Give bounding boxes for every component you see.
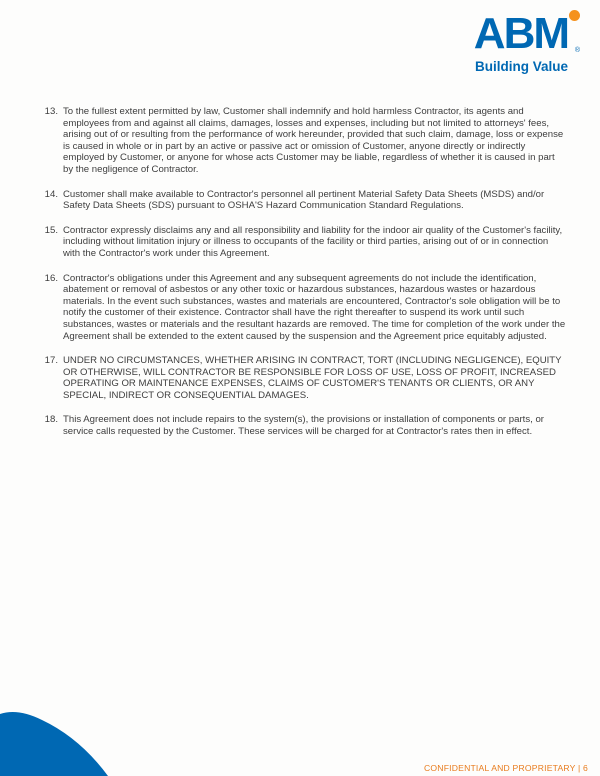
list-item-text: This Agreement does not include repairs to the system(s), the provisions or installation of components or parts, or service calls requested by the Customer. These services will be charged for at Contractor's rates then in effect. bbox=[63, 414, 544, 438]
list-item-number: 17. bbox=[44, 355, 58, 367]
list-item-number: 18. bbox=[44, 414, 58, 426]
registered-trademark-symbol: ® bbox=[574, 47, 580, 54]
list-item-text: UNDER NO CIRCUMSTANCES, WHETHER ARISING IN CONTRACT, TORT (INCLUDING NEGLIGENCE), EQUITY OR OTHERWISE, WILL CONTRACTOR BE RESPONSIBLE FOR LOSS OF USE, LOSS OF PROFIT, INCREASED OPERATING OR MAINTENANCE EXPENSES, CLAIMS OF CUSTOMER'S TENANTS OR CLIENTS, OR ANY SPECIAL, INDIRECT OR CONSEQUENTIAL DAMAGES. bbox=[63, 355, 562, 401]
abm-logo-dot-icon bbox=[569, 10, 580, 21]
corner-swoosh-graphic bbox=[0, 706, 120, 776]
abm-logo-text: ABM bbox=[473, 9, 568, 58]
list-item bbox=[40, 273, 566, 343]
list-item-number: 15. bbox=[44, 224, 58, 236]
list-item bbox=[40, 189, 566, 212]
footer-confidential-label: CONFIDENTIAL AND PROPRIETARY | 6 bbox=[424, 763, 588, 773]
abm-logo-tagline: Building Value bbox=[474, 59, 568, 74]
list-item bbox=[40, 225, 566, 260]
list-item bbox=[40, 355, 566, 401]
abm-logo bbox=[438, 9, 580, 74]
list-item-text: Contractor's obligations under this Agreement and any subsequent agreements do not include the identification, abatement or removal of asbestos or any other toxic or hazardous substances, hazardous wastes or hazardous materials. In the event such substances, wastes and materials are encountered, Contractor's sole obligation will be to notify the customer of their existence. Contractor shall have the right thereafter to suspend its work until such substances, wastes or materials and the resultant hazards are removed. The time for completion of the work under the Agreement shall be extended to the extent caused by the suspension and the Agreement price equitably adjusted. bbox=[63, 272, 566, 342]
list-item-text: To the fullest extent permitted by law, Customer shall indemnify and hold harmless Contractor, its agents and employees from and against all claims, damages, losses and expenses, including but not limited to attorneys' fees, arising out of or resulting from the performance of work hereunder, provided that such claim, damage, loss or expense is caused in whole or in part by an active or passive act or omission of Customer, anyone directly or indirectly employed by Customer, or anyone for whose acts Customer may be liable, regardless of whether it is caused in part by the negligence of Contractor. bbox=[63, 106, 564, 175]
list-item-text: Contractor expressly disclaims any and all responsibility and liability for the indoor air quality of the Customer's facility, including without limitation injury or illness to occupants of the facility or third parties, arising out of or in connection with the Contractor's work under this Agreement. bbox=[63, 224, 563, 259]
list-item bbox=[40, 414, 566, 437]
list-item bbox=[40, 106, 566, 176]
list-item-number: 13. bbox=[44, 106, 58, 117]
terms-list bbox=[40, 106, 566, 451]
list-item-number: 14. bbox=[44, 188, 58, 200]
list-item-text: Customer shall make available to Contractor's personnel all pertinent Material Safety Data Sheets (MSDS) and/or Safety Data Sheets (SDS) pursuant to OSHA'S Hazard Communication Standard Regulations. bbox=[63, 188, 545, 212]
list-item-number: 16. bbox=[44, 272, 58, 284]
